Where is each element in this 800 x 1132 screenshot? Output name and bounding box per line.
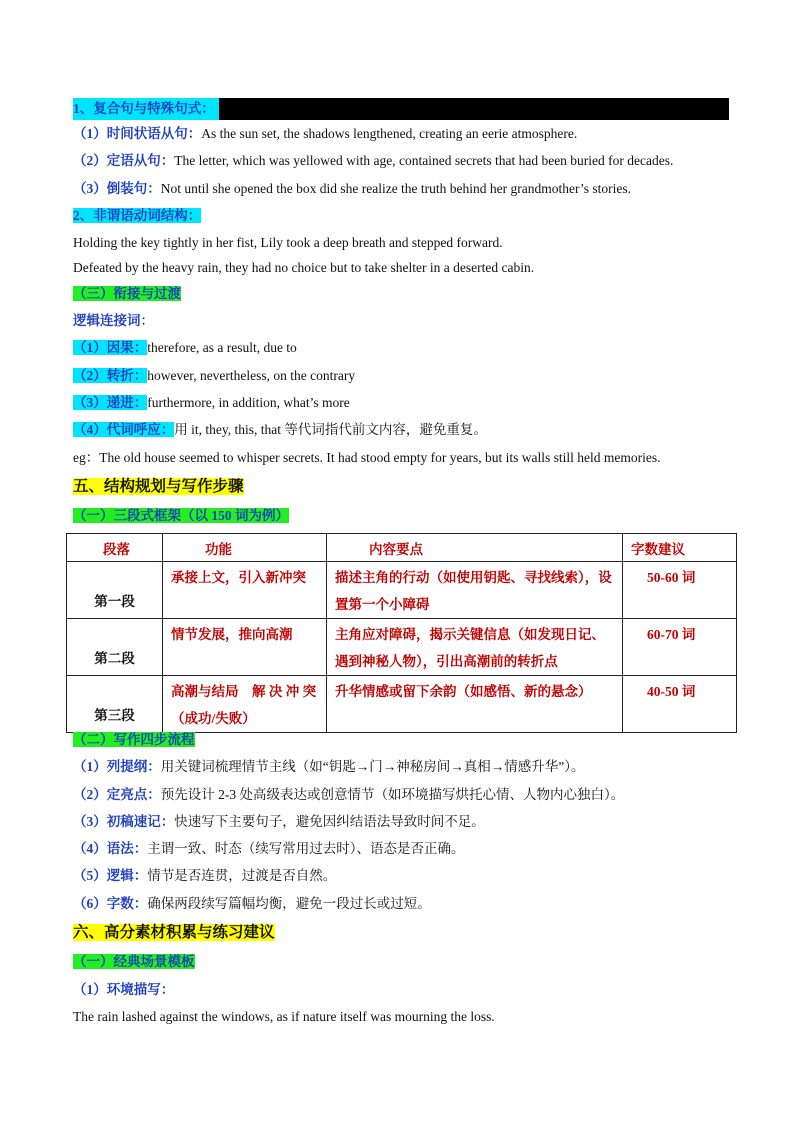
item-progression: （3）递进：furthermore, in addition, what’s more: [73, 395, 350, 410]
table-cell-segment: 第二段: [67, 619, 163, 676]
table-cell-function: 承接上文，引入新冲突: [163, 562, 327, 619]
table-cell-segment: 第三段: [67, 676, 163, 733]
table-cell-segment: 第一段: [67, 562, 163, 619]
section-heading-compound: 1、复合句与特殊句式：: [73, 98, 219, 120]
item-cause: （1）因果：therefore, as a result, due to: [73, 340, 297, 355]
step-item: （1）列提纲：用关键词梳理情节主线（如“钥匙→门→神秘房间→真相→情感升华”）。: [73, 759, 585, 774]
table-row: [67, 619, 737, 676]
item-environment: （1）环境描写：: [73, 982, 175, 997]
item-time-clause: （1）时间状语从句：As the sun set, the shadows lengthened, creating an eerie atmosphere.: [73, 126, 578, 141]
section-heading-bar: [73, 98, 729, 120]
item-relative-clause: （2）定语从句：The letter, which was yellowed with age, contained secrets that had been buried for decades.: [73, 153, 674, 168]
paragraph-line: Defeated by the heavy rain, they had no choice but to take shelter in a deserted cabin.: [73, 260, 535, 275]
step-item: （4）语法：主谓一致、时态（续写常用过去时）、语态是否正确。: [73, 841, 465, 856]
table-cell-words: 50-60 词: [623, 562, 737, 619]
table-cell-content: 描述主角的行动（如使用钥匙、寻找线索），设置第一个小障碍: [327, 562, 623, 619]
sub-heading-framework: （一）三段式框架（以 150 词为例）: [73, 508, 289, 523]
example-line: eg：The old house seemed to whisper secrets. It had stood empty for years, but its walls still held memories.: [73, 450, 661, 465]
table-header-row: [67, 534, 737, 562]
section-heading-transition: （三）衔接与过渡: [73, 286, 181, 301]
table-header: 字数建议: [623, 534, 737, 562]
table-cell-content: 主角应对障碍，揭示关键信息（如发现日记、遇到神秘人物），引出高潮前的转折点: [327, 619, 623, 676]
paragraph-line: The rain lashed against the windows, as if nature itself was mourning the loss.: [73, 1009, 495, 1024]
section-heading-nonfinite: 2、非谓语动词结构：: [73, 208, 202, 223]
framework-table: [66, 533, 737, 733]
item-contrast: （2）转折：however, nevertheless, on the contrary: [73, 368, 356, 383]
table-row: [67, 676, 737, 733]
table-header: 段落: [67, 534, 163, 562]
sub-heading-scene-templates: （一）经典场景模板: [73, 954, 195, 969]
table-cell-function: 高潮与结局 解 决 冲 突（成功/失败）: [163, 676, 327, 733]
paragraph-line: Holding the key tightly in her fist, Lily took a deep breath and stepped forward.: [73, 235, 503, 250]
item-pronoun: （4）代词呼应：用 it, they, this, that 等代词指代前文内容，避免重复。: [73, 422, 487, 437]
table-row: [67, 562, 737, 619]
sub-heading-four-steps: （二）写作四步流程: [73, 732, 195, 747]
step-item: （5）逻辑：情节是否连贯，过渡是否自然。: [73, 868, 337, 883]
table-header: 功能: [163, 534, 327, 562]
table-cell-content: 升华情感或留下余韵（如感悟、新的悬念）: [327, 676, 623, 733]
step-item: （3）初稿速记：快速写下主要句子，避免因纠结语法导致时间不足。: [73, 814, 485, 829]
step-item: （6）字数：确保两段续写篇幅均衡，避免一段过长或过短。: [73, 896, 431, 911]
table-header: 内容要点: [327, 534, 623, 562]
section-heading-materials: 六、高分素材积累与练习建议: [73, 924, 275, 941]
step-item: （2）定亮点：预先设计 2-3 处高级表达或创意情节（如环境描写烘托心情、人物内心独白）。: [73, 787, 625, 802]
table-cell-words: 60-70 词: [623, 619, 737, 676]
table-cell-function: 情节发展，推向高潮: [163, 619, 327, 676]
section-heading-structure: 五、结构规划与写作步骤: [73, 478, 244, 495]
sub-heading-connectives: 逻辑连接词：: [73, 313, 154, 328]
table-cell-words: 40-50 词: [623, 676, 737, 733]
item-inversion: （3）倒装句：Not until she opened the box did she realize the truth behind her grandmother’s stories.: [73, 181, 632, 196]
